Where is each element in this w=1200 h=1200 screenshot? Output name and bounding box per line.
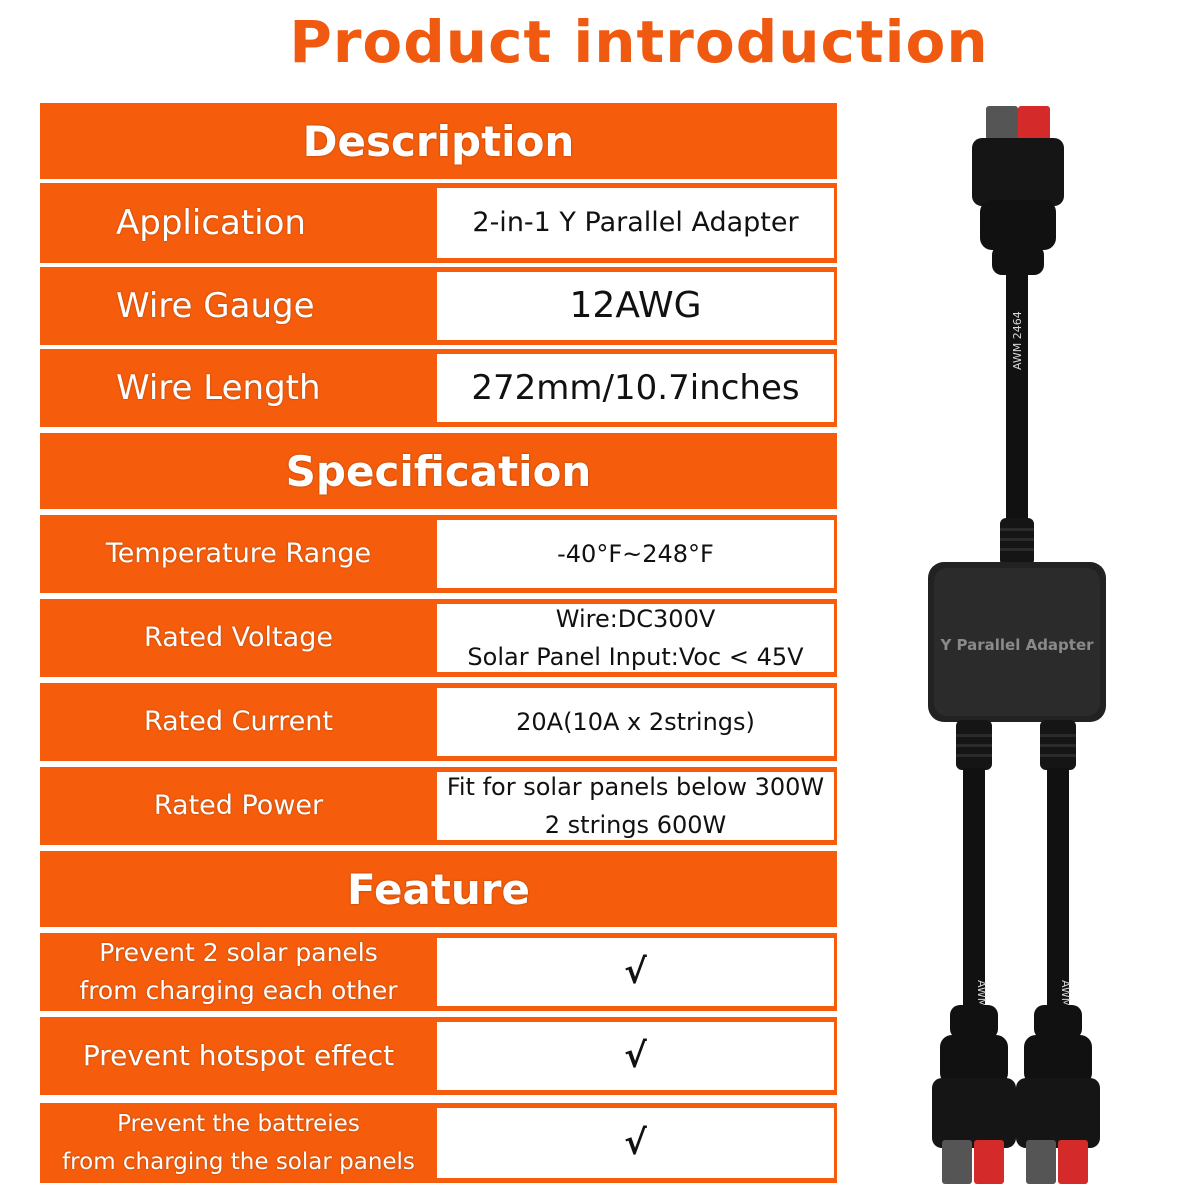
bottom-right-connector [1016,1005,1100,1184]
row-label [40,1103,437,1183]
section-description [40,103,837,179]
row-application [40,183,837,263]
check-mark: √ [437,1108,834,1178]
row-value: 272mm/10.7inches [437,354,834,422]
row-rated-voltage [40,599,837,677]
row-label: Wire Gauge [116,286,315,326]
bottom-left-connector [932,1005,1016,1184]
check-mark: √ [437,1022,834,1090]
label-line: from charging each other [79,976,398,1005]
row-label: Wire Length [116,368,321,408]
row-value: 12AWG [437,272,834,340]
row-label: Rated Current [143,706,334,737]
section-title: Description [302,116,575,166]
y-adapter-cable-image [900,100,1140,1190]
section-title: Specification [285,446,592,496]
cable-print-top: AWM 2464 [1011,311,1024,370]
box-label: Y Parallel Adapter [940,636,1094,654]
branch-cable-right [1047,768,1069,1008]
label-line: Prevent the battreies [117,1111,360,1137]
page-title: Product introduction [289,8,989,76]
row-temperature-range [40,515,837,593]
row-value: 20A(10A x 2strings) [437,688,834,756]
row-label [40,933,437,1011]
top-connector [972,106,1064,275]
row-label: Rated Power [153,790,324,821]
section-title: Feature [347,864,530,914]
section-specification [40,433,837,509]
row-feature-1 [40,933,837,1011]
label-line: Prevent 2 solar panels [99,938,378,967]
label-line: from charging the solar panels [62,1149,415,1175]
row-label: Application [116,203,306,243]
row-rated-power [40,767,837,845]
section-feature [40,851,837,927]
row-label: Prevent hotspot effect [82,1039,395,1072]
row-value: 2-in-1 Y Parallel Adapter [437,188,834,258]
check-mark: √ [437,938,834,1006]
row-feature-3 [40,1103,837,1183]
row-value: -40°F~248°F [437,520,834,588]
row-wire-length [40,349,837,427]
branch-cable-left [963,768,985,1008]
row-label: Temperature Range [105,538,372,569]
row-wire-gauge [40,267,837,345]
row-value [437,604,834,672]
row-rated-current [40,683,837,761]
value-line: 2 strings 600W [544,811,727,839]
row-label: Rated Voltage [144,622,333,653]
value-line: Fit for solar panels below 300W [446,773,825,801]
main-cable [1006,270,1028,520]
row-value [437,772,834,840]
value-line: Wire:DC300V [555,605,716,633]
value-line: Solar Panel Input:Voc < 45V [467,643,804,671]
row-feature-2 [40,1017,837,1095]
